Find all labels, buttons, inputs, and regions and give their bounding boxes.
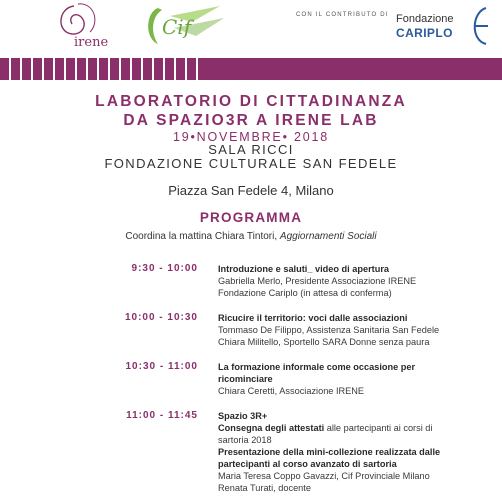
schedule-speaker: Chiara Militello, Sportello SARA Donne senza paura <box>218 337 430 347</box>
fondazione-text: Fondazione <box>396 13 454 25</box>
cariplo-mark-icon <box>466 4 492 48</box>
presentazione-title-continued: partecipanti al corso avanzato di sartoria <box>218 459 397 469</box>
schedule-title: Ricucire il territorio: voci dalle associazioni <box>218 313 408 323</box>
coordinator-line <box>0 231 502 242</box>
logo-bar <box>0 0 502 56</box>
schedule-time: 11:00 - 11:45 <box>126 410 198 421</box>
schedule-speaker: Tommaso De Filippo, Assistenza Sanitaria San Fedele <box>218 325 440 335</box>
schedule-description <box>218 263 488 299</box>
contributo-label: CON IL CONTRIBUTO DI <box>296 12 389 18</box>
coordinator-organization: Aggiornamenti Sociali <box>279 231 377 242</box>
consegna-text: alle partecipanti ai corsi di <box>324 423 433 433</box>
schedule-speaker: Gabriella Merlo, Presidente Associazione IRENE <box>218 276 417 286</box>
schedule-time: 9:30 - 10:00 <box>131 263 198 274</box>
event-date: 19•NOVEMBRE• 2018 <box>172 130 330 144</box>
fondazione-cariplo-logo <box>396 14 454 39</box>
programma-heading: PROGRAMMA <box>199 210 303 225</box>
schedule-speaker: Maria Teresa Coppo Gavazzi, Cif Provinciale Milano <box>218 471 430 481</box>
irene-logo-text: irene <box>74 35 109 50</box>
schedule-description <box>218 361 488 397</box>
schedule-time: 10:30 - 11:00 <box>125 361 198 372</box>
schedule-description <box>218 312 488 348</box>
cif-logo-icon <box>140 2 224 50</box>
schedule-speaker: Chiara Ceretti, Associazione IRENE <box>218 386 365 396</box>
schedule-title: Spazio 3R+ <box>218 411 268 421</box>
consegna-text-continued: sartoria 2018 <box>218 435 272 445</box>
title-line-1: LABORATORIO DI CITTADINANZA <box>95 93 407 110</box>
title-line-2: DA SPAZIO3R A IRENE LAB <box>123 112 379 129</box>
schedule-description <box>218 410 488 494</box>
decorative-band <box>206 58 502 80</box>
coordinator-text: Coordina la mattina Chiara Tintori, <box>125 231 280 242</box>
schedule-title: La formazione informale come occasione per <box>218 362 416 372</box>
event-address: Piazza San Fedele 4, Milano <box>168 183 334 198</box>
schedule-time: 10:00 - 10:30 <box>124 312 198 323</box>
venue-line-2: FONDAZIONE CULTURALE SAN FEDELE <box>104 156 398 171</box>
svg-text:Cif: Cif <box>162 15 192 39</box>
cariplo-text: CARIPLO <box>396 26 453 40</box>
presentazione-title: Presentazione della mini-collezione realizzata dalle <box>218 447 441 457</box>
schedule-speaker: Fondazione Cariplo (in attesa di conferma) <box>218 288 392 298</box>
venue-line-1: SALA RICCI <box>208 142 294 157</box>
schedule-title: Introduzione e saluti_ video di apertura <box>218 264 390 274</box>
consegna-title: Consegna degli attestati <box>218 423 325 433</box>
schedule-title-continued: ricominciare <box>218 374 273 384</box>
schedule-speaker: Renata Turati, docente <box>218 483 311 493</box>
